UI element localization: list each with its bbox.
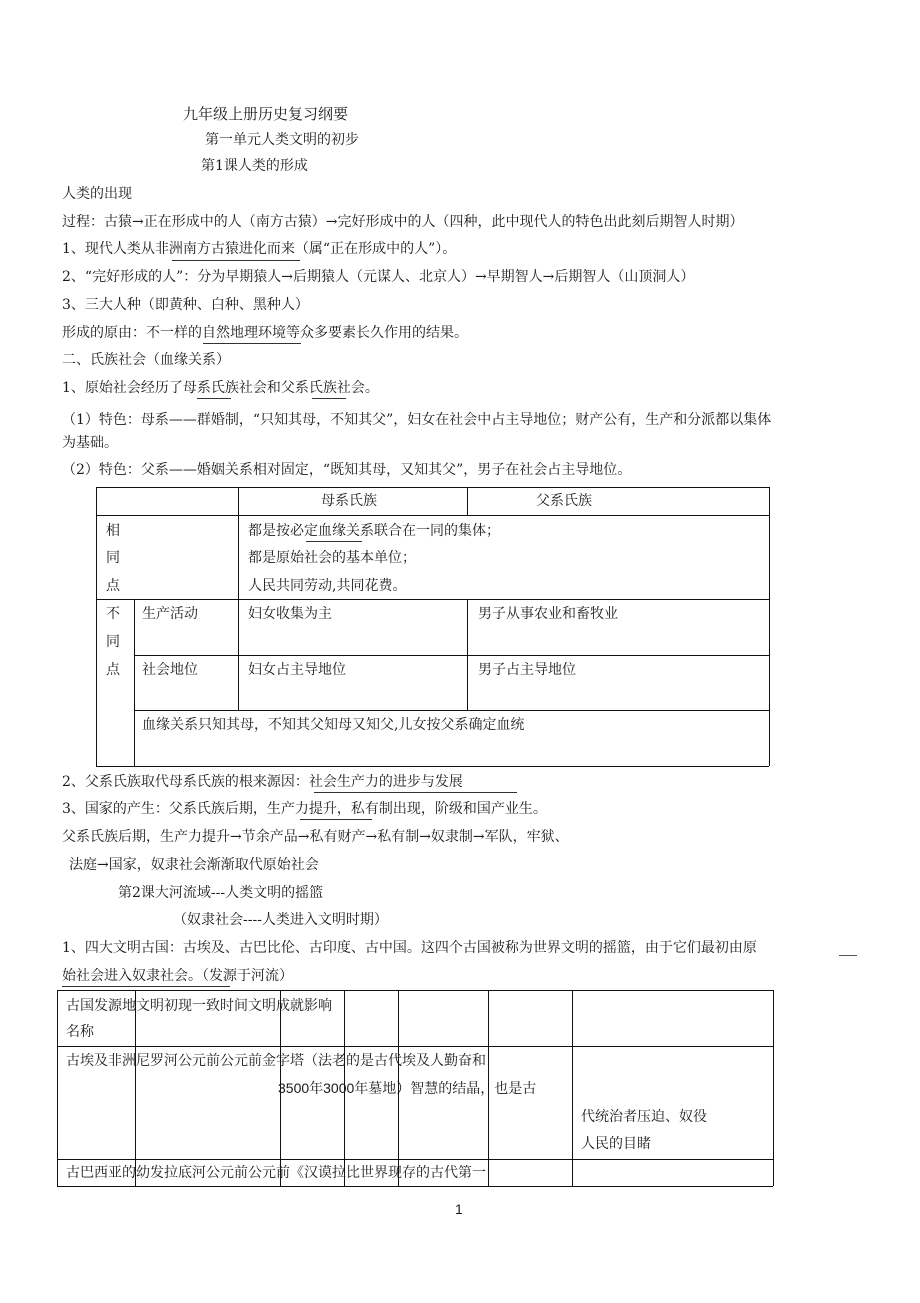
lesson2-subtitle: （奴隶社会----人类进入文明时期） — [173, 912, 388, 928]
underline-mark — [203, 343, 301, 344]
item3-text: 3、三大人种（即黄种、白种、黑种人） — [62, 297, 309, 313]
section2-heading: 二、氏族社会（血缘关系） — [62, 352, 230, 368]
table2-header: 名称 — [66, 1024, 94, 1040]
same-label-char: 同 — [106, 550, 120, 566]
page-title: 九年级上册历史复习纲要 — [183, 105, 349, 123]
table-border — [57, 1046, 773, 1047]
kinship-row: 血缘关系只知其母，不知其父知母又知父,儿女按父系确定血统 — [142, 717, 525, 733]
table-border — [96, 487, 769, 488]
underline-mark — [300, 819, 372, 820]
row-label: 社会地位 — [142, 662, 198, 678]
egypt-row: 3500年3000年墓地）智慧的结晶，也是古 — [278, 1080, 537, 1096]
table-border — [96, 599, 769, 600]
egypt-row: 人民的目睹 — [581, 1136, 651, 1152]
table-border — [134, 599, 135, 766]
egypt-row: 古埃及非洲尼罗河公元前公元前金字塔（法老的是古代埃及人勤奋和 — [66, 1053, 486, 1069]
table-border — [135, 990, 136, 1186]
underline-mark — [172, 260, 300, 261]
table-border — [57, 990, 58, 1186]
civ-line2: 始社会进入奴隶社会。（发源于河流） — [62, 968, 293, 984]
feature2-text: （2）特色：父系——婚姻关系相对固定，“既知其母，又知其父”，男子在社会占主导地位。 — [62, 462, 632, 478]
table-border — [773, 990, 774, 1186]
underline-mark — [314, 792, 517, 793]
chain-line2: 法庭→国家，奴隶社会渐渐取代原始社会 — [69, 857, 319, 873]
table-cell: 男子从事农业和畜牧业 — [478, 606, 618, 622]
diff-label-char: 不 — [106, 606, 120, 622]
same-point: 都是原始社会的基本单位； — [248, 550, 416, 566]
table-border — [134, 655, 769, 656]
header-patrilineal: 父系氏族 — [536, 493, 592, 509]
same-label-char: 相 — [106, 523, 120, 539]
table-cell: 男子占主导地位 — [478, 662, 576, 678]
table-border — [467, 487, 468, 515]
state-origin-text: 3、国家的产生：父系氏族后期，生产力提升，私有制出现，阶级和国产业生。 — [62, 801, 547, 817]
table-border — [467, 599, 468, 710]
civ-line1: 1、四大文明古国：古埃及、古巴比伦、古印度、古中国。这四个古国被称为世界文明的摇篮，由于它们最初由原 — [62, 940, 757, 956]
unit-title: 第一单元人类文明的初步 — [205, 132, 359, 148]
table-border — [57, 1186, 773, 1187]
underline-mark — [197, 398, 231, 399]
root-cause-text: 2、父系氏族取代母系氏族的根来源因：社会生产力的进步与发展 — [62, 774, 463, 790]
babylon-row: 古巴西亚的幼发拉底河公元前公元前《汉谟拉比世界现存的古代第一 — [66, 1165, 486, 1181]
table-border — [769, 487, 770, 766]
section1-heading: 人类的出现 — [62, 186, 132, 202]
feature1-line1: （1）特色：母系——群婚制，“只知其母，不知其父”，妇女在社会中占主导地位；财产公有，生产和分派都以集体 — [62, 412, 772, 428]
underline-mark — [306, 541, 362, 542]
same-label-char: 点 — [106, 578, 120, 594]
clan-item1: 1、原始社会经历了母系氏族社会和父系氏族社会。 — [62, 380, 379, 396]
diff-label-char: 同 — [106, 634, 120, 650]
table-border — [57, 1159, 773, 1160]
egypt-row: 代统治者压迫、奴役 — [581, 1109, 707, 1125]
table2-header: 古国发源地文明初现一致时间文明成就影响 — [66, 998, 332, 1014]
table-border — [96, 766, 769, 767]
lesson1-title: 第1课人类的形成 — [201, 158, 308, 174]
page-number: 1 — [455, 1201, 463, 1217]
table-border — [96, 487, 97, 766]
underline-mark — [62, 986, 230, 987]
table-cell: 妇女收集为主 — [248, 606, 332, 622]
process-text: 过程：古猿→正在形成中的人（南方古猿）→完好形成中的人（四种，此中现代人的特色出此刻后期智人时期） — [62, 214, 744, 230]
table-border — [238, 487, 239, 710]
item2-text: 2、“完好形成的人”：分为早期猿人→后期猿人（元谋人、北京人）→早期智人→后期智人（山顶洞人） — [62, 269, 695, 285]
table-border — [134, 710, 769, 711]
same-point: 人民共同劳动,共同花费。 — [248, 578, 407, 594]
same-point: 都是按必定血缘关系联合在一同的集体； — [248, 523, 500, 539]
table-cell: 妇女占主导地位 — [248, 662, 346, 678]
margin-dash — [839, 955, 857, 956]
table-border — [572, 990, 573, 1186]
lesson2-title: 第2课大河流域---人类文明的摇篮 — [118, 885, 324, 901]
table-border — [57, 990, 773, 991]
row-label: 生产活动 — [142, 606, 198, 622]
reason-text: 形成的原由：不一样的自然地理环境等众多要素长久作用的结果。 — [62, 325, 468, 341]
table-border — [96, 515, 769, 516]
header-matrilineal: 母系氏族 — [321, 493, 377, 509]
item1-text: 1、现代人类从非洲南方古猿进化而来（属“正在形成中的人”）。 — [62, 241, 457, 257]
feature1-line2: 为基础。 — [62, 435, 118, 451]
diff-label-char: 点 — [106, 662, 120, 678]
chain-line1: 父系氏族后期，生产力提升→节余产品→私有财产→私有制→奴隶制→军队，牢狱、 — [62, 829, 569, 845]
underline-mark — [312, 398, 346, 399]
